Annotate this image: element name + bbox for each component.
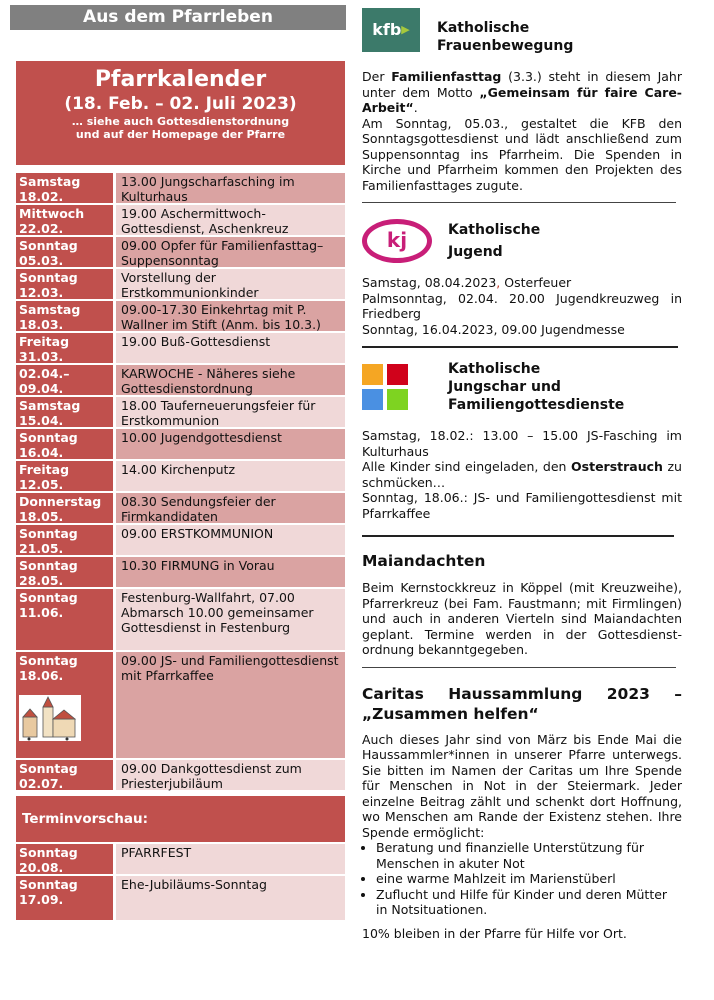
- calendar-date: [16, 429, 113, 461]
- calendar-row: [16, 173, 345, 205]
- kfb-title-line1: Katholische: [437, 20, 530, 36]
- calendar-date: [16, 365, 113, 397]
- calendar-note-line1: … siehe auch Gottesdienstordnung: [71, 115, 290, 128]
- text: zu schmücken…: [362, 459, 682, 490]
- calendar-date-value: 12.03.: [19, 285, 64, 300]
- red-comma: ,: [496, 275, 501, 290]
- calendar-event: 10.00 Jugendgottesdienst: [113, 429, 345, 461]
- calendar-row: [16, 269, 345, 301]
- calendar-day: 02.04.–: [19, 366, 70, 381]
- calendar-date-value: 12.05.: [19, 477, 64, 492]
- calendar-date-value: 17.09.: [19, 892, 64, 907]
- kj-logo-text: kj: [386, 228, 408, 253]
- calendar-day: Sonntag: [19, 877, 78, 892]
- calendar-row: [16, 760, 345, 792]
- calendar-date: [16, 557, 113, 589]
- calendar-event: 19.00 Buß-Gottesdienst: [113, 333, 345, 365]
- calendar-day: Samstag: [19, 174, 81, 189]
- kfb-logo-text: kfb: [372, 20, 402, 40]
- calendar-date: [16, 205, 113, 237]
- calendar-date-range: (18. Feb. – 02. Juli 2023): [64, 94, 297, 114]
- calendar-row: [16, 301, 345, 333]
- caritas-bullets: [362, 840, 682, 918]
- calendar-day: Sonntag: [19, 761, 78, 776]
- calendar-row: [16, 493, 345, 525]
- calendar-date: [16, 589, 113, 652]
- js-title-line1: Katholische: [448, 361, 541, 377]
- js-title-line3: Familiengottesdienste: [448, 397, 625, 413]
- calendar-rows: [16, 173, 345, 792]
- calendar-date: [16, 301, 113, 333]
- calendar-row: [16, 461, 345, 493]
- section-banner: Aus dem Pfarrleben: [10, 5, 346, 30]
- calendar-day: Samstag: [19, 302, 81, 317]
- kj-line3: Sonntag, 16.04.2023, 09.00 Jugendmesse: [362, 321, 625, 337]
- play-arrow-icon: ▶: [401, 23, 410, 37]
- calendar-title: Pfarrkalender: [94, 67, 267, 92]
- divider: [362, 346, 678, 348]
- calendar-event: 14.00 Kirchenputz: [113, 461, 345, 493]
- divider: [362, 202, 676, 203]
- calendar-day: Samstag: [19, 398, 81, 413]
- calendar-day: Sonntag: [19, 430, 78, 445]
- preview-rows: [16, 844, 345, 922]
- calendar-day: Donnerstag: [19, 494, 102, 509]
- preview-label: Terminvorschau:: [16, 796, 345, 844]
- text: Alle Kinder sind eingeladen, den: [362, 459, 572, 474]
- calendar-date: [16, 173, 113, 205]
- maiandachten-text: Beim Kernstockkreuz in Köppel (mit Kreuzweihe), Pfarrerkreuz (bei Fam. Faustmann; mit Firmlingen) und auch in anderen Vierteln sind Maiandachten geplant. Termine werden in der Gottesdienst-ordnung bekanntgegeben.: [362, 580, 682, 657]
- osterstrauch: Osterstrauch: [571, 459, 663, 474]
- calendar-day: Sonntag: [19, 845, 78, 860]
- calendar-event: 10.30 FIRMUNG in Vorau: [113, 557, 345, 589]
- church-illustration-icon: [19, 695, 81, 741]
- calendar-event: 09.00 Opfer für Familienfasttag–Suppensonntag: [113, 237, 345, 269]
- motto: „Gemeinsam für faire Care-Arbeit“: [362, 84, 682, 115]
- calendar-row: [16, 844, 345, 876]
- calendar-date-value: 20.08.: [19, 860, 64, 875]
- calendar-date: [16, 844, 113, 876]
- calendar-day: Sonntag: [19, 270, 78, 285]
- calendar-header: [16, 61, 345, 165]
- calendar-date-value: 22.02.: [19, 221, 64, 236]
- calendar-event: 09.00 Dankgottesdienst zum Priesterjubiläum: [113, 760, 345, 792]
- calendar-date-value: 16.04.: [19, 445, 64, 460]
- calendar-row: [16, 652, 345, 760]
- text: Osterfeuer: [500, 275, 572, 290]
- js-logo: [362, 364, 408, 410]
- calendar-date-value: 28.05.: [19, 573, 64, 588]
- kj-title-line2: Jugend: [448, 244, 503, 260]
- left-column: [10, 5, 346, 61]
- calendar-row: [16, 237, 345, 269]
- calendar-day: Sonntag: [19, 653, 78, 668]
- calendar-event: KARWOCHE - Näheres siehe Gottesdienstordnung: [113, 365, 345, 397]
- calendar-row: [16, 876, 345, 922]
- calendar-date: [16, 760, 113, 792]
- calendar-date: [16, 461, 113, 493]
- calendar-date-value: 05.03.: [19, 253, 64, 268]
- kfb-header: [362, 5, 682, 55]
- js-header: [362, 360, 682, 414]
- calendar-date-value: 18.03.: [19, 317, 64, 332]
- js-title-line2: Jungschar und: [448, 379, 561, 395]
- calendar-event: Vorstellung der Erstkommunionkinder: [113, 269, 345, 301]
- text: Samstag, 08.04.2023: [362, 275, 497, 290]
- text: Der: [362, 69, 392, 84]
- calendar-day: Sonntag: [19, 238, 78, 253]
- calendar-event: 19.00 Aschermittwoch-Gottesdienst, Aschenkreuz: [113, 205, 345, 237]
- kj-title-line1: Katholische: [448, 222, 541, 238]
- calendar-day: Mittwoch: [19, 206, 85, 221]
- text: (3.3.) steht in diesem Jahr unter dem Motto: [362, 69, 682, 100]
- calendar-row: [16, 333, 345, 365]
- right-column: [362, 5, 682, 941]
- calendar-row: [16, 429, 345, 461]
- calendar-date-value: 09.04.: [19, 381, 64, 396]
- calendar-date-value: 02.07.: [19, 776, 64, 791]
- calendar-row: [16, 557, 345, 589]
- calendar-date: [16, 493, 113, 525]
- calendar-row: [16, 397, 345, 429]
- calendar-day: Sonntag: [19, 590, 78, 605]
- calendar-date-value: 18.06.: [19, 668, 64, 683]
- calendar-row: [16, 525, 345, 557]
- kj-line2: Palmsonntag, 02.04. 20.00 Jugendkreuzweg in Friedberg: [362, 290, 682, 321]
- calendar-date: [16, 652, 113, 760]
- familienfasttag: Familienfasttag: [391, 69, 502, 84]
- calendar-day: Freitag: [19, 462, 70, 477]
- calendar-date: [16, 397, 113, 429]
- calendar-event: 18.00 Tauferneuerungsfeier für Erstkommunion: [113, 397, 345, 429]
- calendar-event: 09.00-17.30 Einkehrtag mit P. Wallner im Stift (Anm. bis 10.3.): [113, 301, 345, 333]
- calendar-row: [16, 205, 345, 237]
- caritas-bullet: • eine warme Mahlzeit im Marienstüberl: [376, 871, 682, 887]
- caritas-title-line1: Caritas Haussammlung 2023 –: [362, 684, 682, 703]
- kj-line1: [362, 275, 682, 291]
- calendar-date-value: 31.03.: [19, 349, 64, 364]
- text: .: [413, 100, 418, 115]
- calendar-event: 09.00 ERSTKOMMUNION: [113, 525, 345, 557]
- divider: [362, 667, 676, 668]
- calendar-date-value: 18.05.: [19, 509, 64, 524]
- calendar-row: [16, 365, 345, 397]
- calendar-date: [16, 269, 113, 301]
- caritas-bullet: • Beratung und finanzielle Unterstützung für Menschen in akuter Not: [376, 840, 682, 871]
- js-line3: Sonntag, 18.06.: JS- und Familiengottesdienst mit Pfarrkaffee: [362, 490, 682, 521]
- caritas-text: Auch dieses Jahr sind von März bis Ende Mai die Haussammler*innen in unserer Pfarre unterwegs. Sie bitten im Namen der Caritas um Ihre Spende für Menschen in Not in der Steiermark. Jeder einzelne Beitrag zählt und schenkt dort Hoffnung, wo Menschen am Rande der Existenz stehen. Ihre Spende ermöglicht:: [362, 731, 682, 840]
- calendar-date-value: 15.04.: [19, 413, 64, 428]
- calendar-event: Ehe-Jubiläums-Sonntag: [113, 876, 345, 922]
- calendar-date: [16, 237, 113, 269]
- maiandachten-title: Maiandachten: [362, 552, 486, 570]
- calendar-date: [16, 876, 113, 922]
- calendar-event: PFARRFEST: [113, 844, 345, 876]
- caritas-footer: 10% bleiben in der Pfarre für Hilfe vor Ort.: [362, 925, 627, 941]
- calendar-day: Sonntag: [19, 526, 78, 541]
- calendar-note-line2: und auf der Homepage der Pfarre: [75, 128, 286, 141]
- calendar-date: [16, 333, 113, 365]
- calendar-event: 08.30 Sendungsfeier der Firmkandidaten: [113, 493, 345, 525]
- kfb-logo: [362, 8, 420, 52]
- calendar-day: Freitag: [19, 334, 70, 349]
- kfb-title-line2: Frauenbewegung: [437, 38, 574, 54]
- calendar-row: [16, 589, 345, 652]
- calendar-date-value: 11.06.: [19, 605, 64, 620]
- js-line2: [362, 459, 682, 490]
- parish-calendar: [16, 61, 345, 922]
- caritas-bullet: • Zuflucht und Hilfe für Kinder und deren Mütter in Notsituationen.: [376, 887, 682, 918]
- calendar-date: [16, 525, 113, 557]
- kfb-paragraph2: Am Sonntag, 05.03., gestaltet die KFB den Sonntagsgottesdienst und lädt anschließend zum Suppensonntag ins Pfarrheim. Die Spenden in Kirche und Pfarrheim kommen den Projekten des Familienfasttages zugute.: [362, 115, 682, 193]
- divider: [362, 535, 674, 537]
- kj-logo: [362, 219, 432, 263]
- kfb-paragraph1: [362, 69, 682, 116]
- calendar-day: Sonntag: [19, 558, 78, 573]
- js-line1: Samstag, 18.02.: 13.00 – 15.00 JS-Fasching im Kulturhaus: [362, 428, 682, 459]
- calendar-date-value: 21.05.: [19, 541, 64, 556]
- caritas-title-line2: „Zusammen helfen“: [362, 704, 539, 723]
- calendar-date-value: 18.02.: [19, 189, 64, 204]
- calendar-event: 09.00 JS- und Familiengottesdienst mit Pfarrkaffee: [113, 652, 345, 760]
- calendar-event: 13.00 Jungscharfasching im Kulturhaus: [113, 173, 345, 205]
- kj-header: [362, 219, 682, 263]
- calendar-event: Festenburg-Wallfahrt, 07.00 Abmarsch 10.00 gemeinsamer Gottesdienst in Festenburg: [113, 589, 345, 652]
